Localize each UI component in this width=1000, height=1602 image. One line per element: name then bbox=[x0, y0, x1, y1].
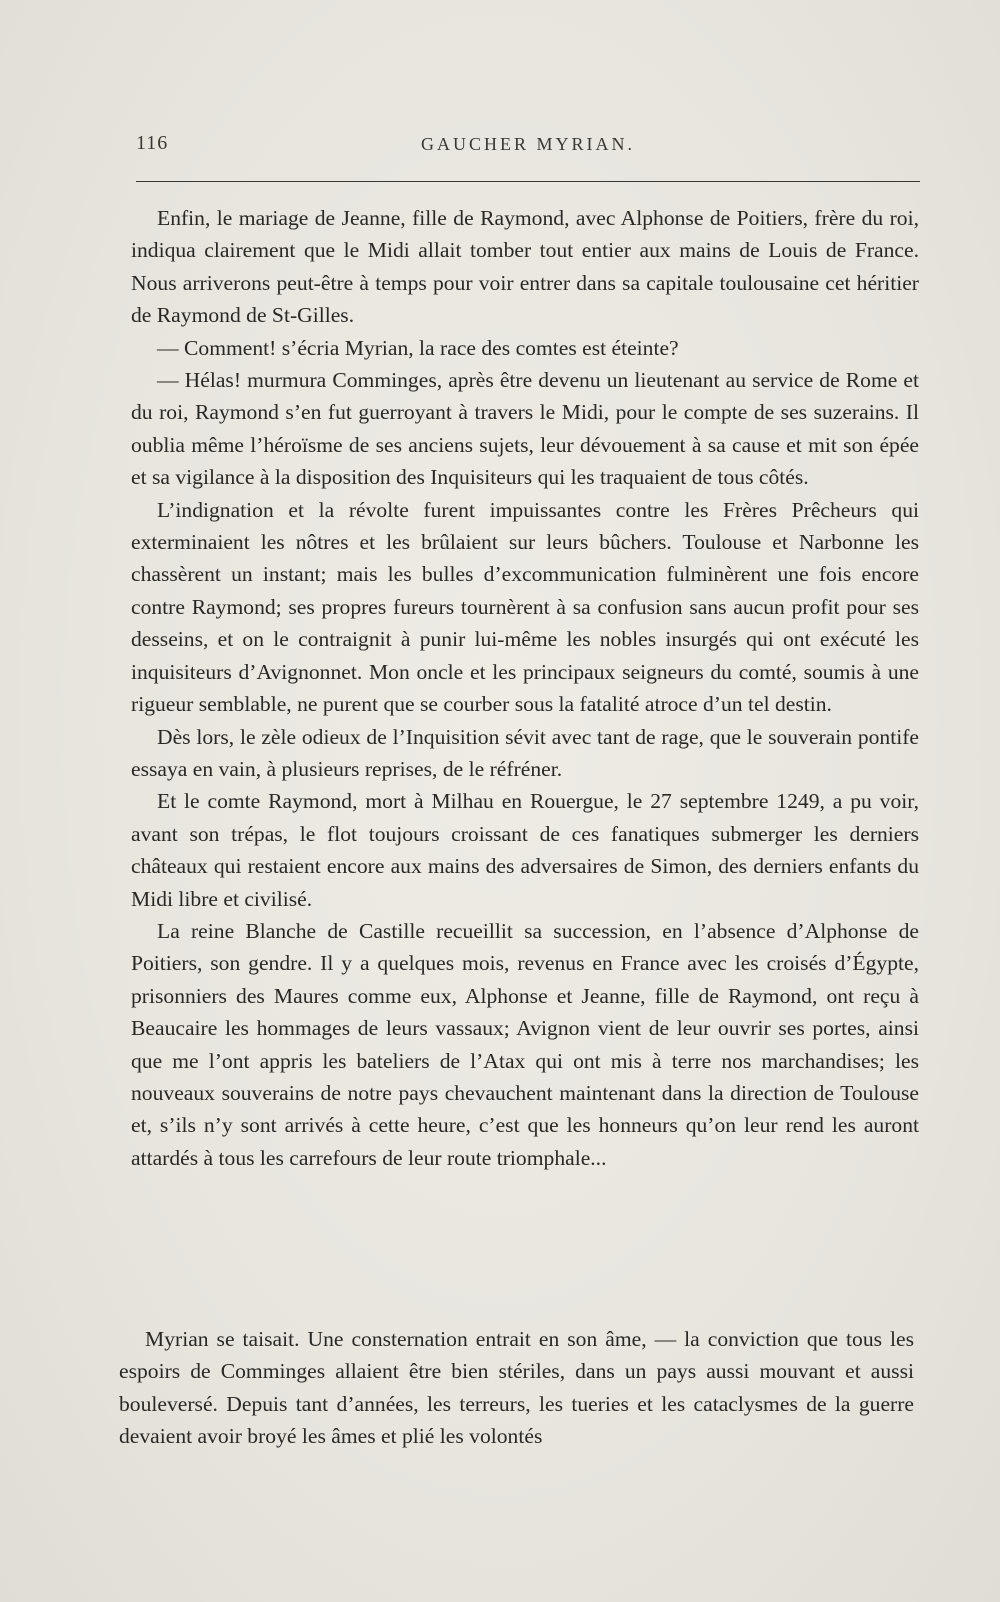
paragraph: La reine Blanche de Castille recueillit sa succession, en l’absence d’Alphonse de Poitiers, son gendre. Il y a quelques mois, revenus en France avec les croisés d’Égypte, prisonniers des Maures comme eux, Alphonse et Jeanne, fille de Raymond, ont reçu à Beaucaire les hommages de leurs vassaux; Avignon vient de leur ouvrir ses portes, ainsi que me l’ont appris les bateliers de l’Atax qui ont mis à terre nos marchandises; les nouveaux souverains de notre pays chevauchent maintenant dans la direction de Toulouse et, s’ils n’y sont arrivés à cette heure, c’est que les honneurs qu’on leur rend les auront attardés à tous les carrefours de leur route triomphale... bbox=[131, 918, 919, 1170]
header-rule bbox=[136, 181, 920, 182]
paragraph: — Comment! s’écria Myrian, la race des comtes est éteinte? bbox=[157, 335, 679, 360]
main-text-block bbox=[131, 202, 919, 1174]
running-title: GAUCHER MYRIAN. bbox=[420, 134, 635, 154]
paragraph: Myrian se taisait. Une consternation entrait en son âme, — la conviction que tous les espoirs de Comminges allaient être bien stériles, dans un pays aussi mouvant et aussi bouleversé. Depuis tant d’années, les terreurs, les tueries et les cataclysmes de la guerre devaient avoir broyé les âmes et plié les volontés bbox=[119, 1327, 914, 1449]
page-number: 116 bbox=[136, 132, 169, 154]
paragraph: Dès lors, le zèle odieux de l’Inquisition sévit avec tant de rage, que le souverain pontife essaya en vain, à plusieurs reprises, de le réfréner. bbox=[131, 724, 919, 781]
paragraph: Enfin, le mariage de Jeanne, fille de Raymond, avec Alphonse de Poitiers, frère du roi, indiqua clairement que le Midi allait tomber tout entier aux mains de Louis de France. Nous arriverons peut-être à temps pour voir entrer dans sa capitale toulousaine cet héritier de Raymond de St-Gilles. bbox=[131, 206, 919, 328]
closing-text-block bbox=[119, 1323, 914, 1453]
page-header bbox=[136, 132, 920, 162]
paragraph: L’indignation et la révolte furent impuissantes contre les Frères Prêcheurs qui exterminaient les nôtres et les brûlaient sur leurs bûchers. Toulouse et Narbonne les chassèrent un instant; mais les bulles d’excommunication fulminèrent une fois encore contre Raymond; ses propres fureurs tournèrent à sa confusion sans aucun profit pour ses desseins, et on le contraignit à punir lui-même les nobles insurgés qui ont exécuté les inquisiteurs d’Avignonnet. Mon oncle et les principaux seigneurs du comté, soumis à une rigueur semblable, ne purent que se courber sous la fatalité atroce d’un tel destin. bbox=[131, 497, 919, 717]
paragraph: Et le comte Raymond, mort à Milhau en Rouergue, le 27 septembre 1249, a pu voir, avant son trépas, le flot toujours croissant de ces fanatiques submerger les derniers châteaux qui restaient encore aux mains des adversaires de Simon, des derniers enfants du Midi libre et civilisé. bbox=[131, 789, 919, 911]
paragraph: — Hélas! murmura Comminges, après être devenu un lieutenant au service de Rome et du roi, Raymond s’en fut guerroyant à travers le Midi, pour le compte de ses suzerains. Il oublia même l’héroïsme de ses anciens sujets, leur dévouement à sa cause et mit son épée et sa vigilance à la disposition des Inquisiteurs qui les traquaient de tous côtés. bbox=[131, 368, 919, 490]
